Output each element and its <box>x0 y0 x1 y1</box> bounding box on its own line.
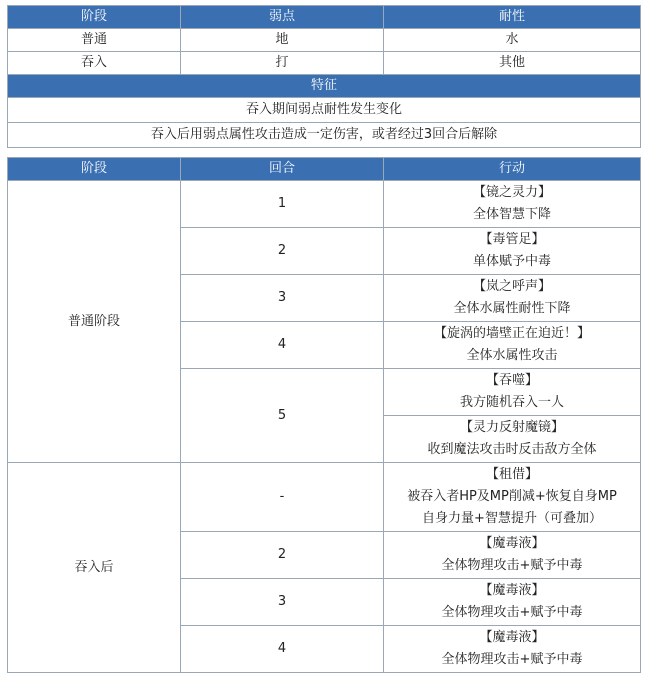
weakness-cell: 打 <box>181 52 384 75</box>
action-cell <box>384 416 641 463</box>
header-turn: 回合 <box>181 158 384 181</box>
turn-cell: 1 <box>181 181 384 228</box>
table-row <box>8 29 641 52</box>
feature-header-row <box>8 75 641 98</box>
phase-cell: 吞入后 <box>8 463 181 673</box>
turn-cell: - <box>181 463 384 532</box>
action-effect: 我方随机吞入一人 <box>459 395 564 410</box>
action-effect: 全体水属性攻击 <box>466 348 558 363</box>
action-effect: 全体物理攻击+赋予中毒 <box>441 605 583 620</box>
turn-cell: 3 <box>181 579 384 626</box>
resistance-cell: 其他 <box>384 52 641 75</box>
turn-cell: 2 <box>181 228 384 275</box>
header-phase: 阶段 <box>8 6 181 29</box>
header-phase: 阶段 <box>8 158 181 181</box>
feature-title: 特征 <box>8 75 641 98</box>
header-resistance: 耐性 <box>384 6 641 29</box>
action-effect: 全体水属性耐性下降 <box>453 301 571 316</box>
action-cell <box>384 275 641 322</box>
action-name: 【岚之呼声】 <box>472 279 551 294</box>
action-cell <box>384 228 641 275</box>
resistance-cell: 水 <box>384 29 641 52</box>
table-row <box>8 181 641 228</box>
action-effect: 单体赋予中毒 <box>472 254 551 269</box>
action-name: 【魔毒液】 <box>479 536 545 551</box>
action-effect: 收到魔法攻击时反击敌方全体 <box>427 442 597 457</box>
table-header-row <box>8 158 641 181</box>
table-row <box>8 463 641 532</box>
turn-cell: 3 <box>181 275 384 322</box>
feature-row <box>8 98 641 123</box>
action-name: 【魔毒液】 <box>479 630 545 645</box>
action-name: 【租借】 <box>485 467 538 482</box>
weakness-cell: 地 <box>181 29 384 52</box>
table-header-row <box>8 6 641 29</box>
turn-cell: 2 <box>181 532 384 579</box>
action-cell <box>384 532 641 579</box>
phase-cell: 吞入 <box>8 52 181 75</box>
header-weakness: 弱点 <box>181 6 384 29</box>
weakness-resistance-table <box>7 5 641 148</box>
action-name: 【灵力反射魔镜】 <box>459 420 564 435</box>
action-cell <box>384 463 641 532</box>
action-effect: 全体智慧下降 <box>472 207 551 222</box>
action-cell <box>384 579 641 626</box>
feature-line: 吞入后用弱点属性攻击造成一定伤害，或者经过3回合后解除 <box>8 123 641 148</box>
action-cell <box>384 626 641 673</box>
action-name: 【旋涡的墙壁正在迫近！】 <box>433 326 590 341</box>
action-name: 【魔毒液】 <box>479 583 545 598</box>
action-name: 【镜之灵力】 <box>472 185 551 200</box>
action-name: 【毒管足】 <box>479 232 545 247</box>
turn-cell: 4 <box>181 322 384 369</box>
header-action: 行动 <box>384 158 641 181</box>
feature-line: 吞入期间弱点耐性发生变化 <box>8 98 641 123</box>
table-row <box>8 52 641 75</box>
phase-cell: 普通 <box>8 29 181 52</box>
action-name: 【吞噬】 <box>485 373 538 388</box>
action-effect: 被吞入者HP及MP削减+恢复自身MP <box>407 489 617 504</box>
action-cell <box>384 181 641 228</box>
action-cell <box>384 369 641 416</box>
action-effect: 自身力量+智慧提升（可叠加） <box>422 511 602 526</box>
action-pattern-table <box>7 157 641 673</box>
turn-cell: 4 <box>181 626 384 673</box>
feature-row <box>8 123 641 148</box>
action-effect: 全体物理攻击+赋予中毒 <box>441 558 583 573</box>
action-cell <box>384 322 641 369</box>
turn-cell: 5 <box>181 369 384 463</box>
action-effect: 全体物理攻击+赋予中毒 <box>441 652 583 667</box>
phase-cell: 普通阶段 <box>8 181 181 463</box>
